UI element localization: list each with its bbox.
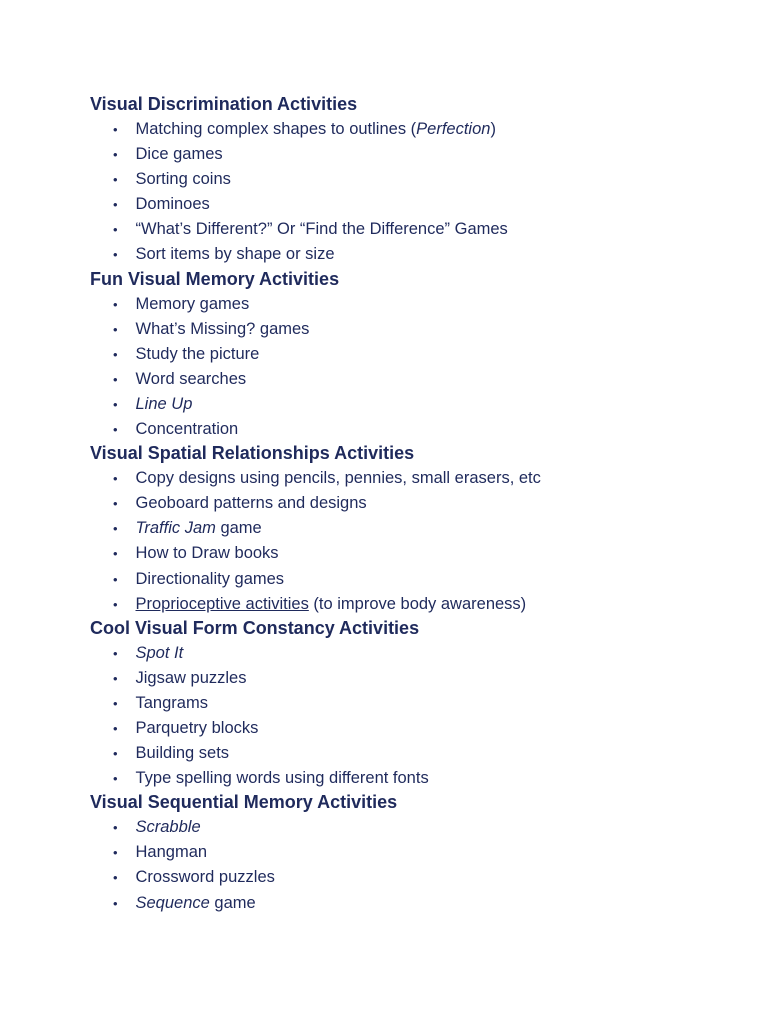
section-cool-visual-form-constancy-activities [90, 617, 730, 792]
list-item [90, 117, 730, 142]
bullet-list [90, 117, 730, 268]
list-item [90, 691, 730, 716]
section-heading: Visual Sequential Memory Activities [90, 792, 398, 813]
bullet-icon: • [113, 845, 118, 861]
item-text: Concentration [135, 420, 239, 439]
section-fun-visual-memory-activities [90, 268, 730, 443]
item-link[interactable]: Proprioceptive activities [135, 594, 309, 613]
item-text: Geoboard patterns and designs [135, 494, 367, 513]
item-text: Parquetry blocks [135, 718, 259, 737]
item-text: How to Draw books [135, 544, 279, 563]
activity-lists [90, 93, 730, 916]
item-text: What’s Missing? games [135, 319, 310, 338]
section-heading: Visual Discrimination Activities [90, 94, 358, 114]
bullet-icon: • [113, 321, 118, 337]
item-title-italic: Line Up [135, 394, 193, 413]
bullet-icon: • [113, 222, 118, 238]
bullet-icon: • [113, 197, 118, 213]
list-item [90, 392, 730, 417]
item-text: Hangman [135, 843, 208, 862]
bullet-list [90, 641, 730, 792]
bullet-icon: • [113, 172, 118, 188]
list-item [90, 865, 730, 890]
bullet-icon: • [113, 645, 118, 661]
bullet-list [90, 815, 730, 915]
list-item [90, 317, 730, 342]
list-item [90, 541, 730, 566]
item-text: Sort items by shape or size [135, 245, 335, 264]
bullet-icon: • [113, 471, 118, 487]
item-title-italic: Perfection [416, 120, 491, 138]
bullet-icon: • [113, 720, 118, 736]
list-item [90, 242, 730, 267]
list-item [90, 167, 730, 192]
bullet-icon: • [113, 895, 118, 911]
list-item [90, 567, 730, 592]
bullet-list [90, 292, 730, 443]
bullet-icon: • [113, 247, 118, 263]
item-text: (to improve body awareness) [308, 594, 527, 613]
bullet-icon: • [113, 122, 118, 137]
bullet-icon: • [113, 820, 118, 836]
bullet-list [90, 466, 730, 617]
section-visual-discrimination-activities [90, 93, 730, 268]
list-item [90, 417, 730, 442]
list-item [90, 491, 730, 516]
item-text: Type spelling words using different fonts [135, 769, 429, 788]
item-title-italic: Traffic Jam [135, 519, 216, 538]
item-title-italic: Sequence [135, 893, 210, 912]
list-item [90, 217, 730, 242]
list-item [90, 815, 730, 840]
item-text: Sorting coins [135, 170, 231, 189]
section-heading: Cool Visual Form Constancy Activities [90, 617, 420, 638]
list-item [90, 716, 730, 741]
item-text: Tangrams [135, 693, 208, 712]
item-text: “What’s Different?” Or “Find the Difference” Games [135, 220, 508, 239]
item-text: game [209, 893, 256, 912]
bullet-icon: • [113, 746, 118, 762]
item-text: ) [490, 120, 496, 138]
bullet-icon: • [113, 396, 118, 412]
item-text: Matching complex shapes to outlines ( [135, 120, 417, 138]
bullet-icon: • [113, 571, 118, 587]
item-text: Study the picture [135, 344, 260, 363]
list-item [90, 891, 730, 916]
item-text: Copy designs using pencils, pennies, small erasers, etc [135, 469, 541, 488]
list-item [90, 367, 730, 392]
bullet-icon: • [113, 546, 118, 562]
section-visual-sequential-memory-activities [90, 791, 730, 915]
list-item [90, 292, 730, 317]
item-text: Directionality games [135, 569, 285, 588]
bullet-icon: • [113, 371, 118, 387]
list-item [90, 641, 730, 666]
list-item [90, 741, 730, 766]
bullet-icon: • [113, 596, 118, 612]
item-text: Dice games [135, 145, 223, 164]
item-text: Crossword puzzles [135, 868, 275, 887]
item-text: game [215, 519, 262, 538]
section-visual-spatial-relationships-activities [90, 442, 730, 617]
item-text: Word searches [135, 369, 247, 388]
bullet-icon: • [113, 771, 118, 787]
bullet-icon: • [113, 296, 118, 312]
list-item [90, 516, 730, 541]
bullet-icon: • [113, 870, 118, 886]
list-item [90, 592, 730, 617]
list-item [90, 666, 730, 691]
item-text: Jigsaw puzzles [135, 668, 247, 687]
item-text: Memory games [135, 294, 250, 313]
item-title-italic: Scrabble [135, 818, 201, 837]
list-item [90, 840, 730, 865]
bullet-icon: • [113, 496, 118, 512]
list-item [90, 142, 730, 167]
section-heading: Visual Spatial Relationships Activities [90, 443, 415, 464]
list-item [90, 342, 730, 367]
list-item [90, 466, 730, 491]
bullet-icon: • [113, 521, 118, 537]
bullet-icon: • [113, 147, 118, 163]
list-item [90, 192, 730, 217]
item-text: Building sets [135, 744, 230, 763]
item-text: Dominoes [135, 195, 210, 214]
item-title-italic: Spot It [135, 643, 184, 662]
bullet-icon: • [113, 695, 118, 711]
section-heading: Fun Visual Memory Activities [90, 268, 340, 289]
list-item [90, 766, 730, 791]
bullet-icon: • [113, 422, 118, 438]
bullet-icon: • [113, 346, 118, 362]
bullet-icon: • [113, 670, 118, 686]
